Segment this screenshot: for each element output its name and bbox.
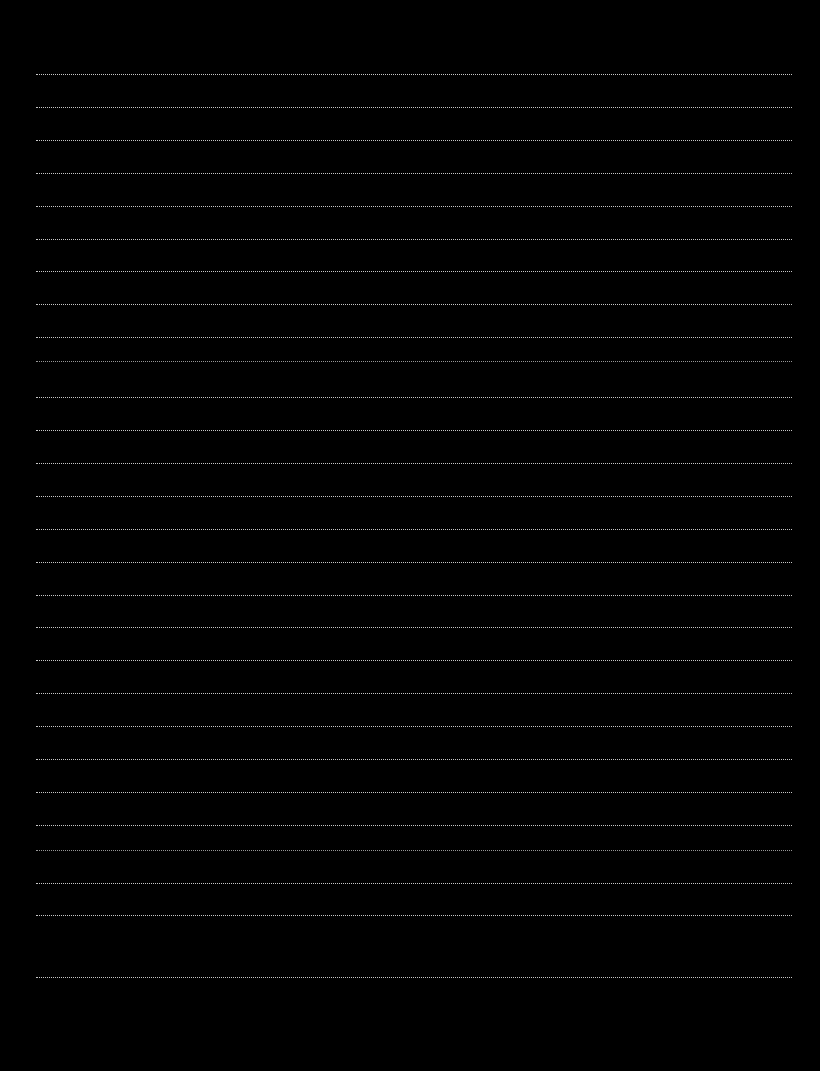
- rule-line: [36, 759, 792, 760]
- rule-line: [36, 206, 792, 207]
- rule-line: [36, 361, 792, 362]
- rule-line: [36, 337, 792, 338]
- ruled-lines-area[interactable]: [36, 60, 792, 990]
- rule-line: [36, 792, 792, 793]
- rule-line: [36, 915, 792, 916]
- rule-line: [36, 726, 792, 727]
- rule-line: [36, 304, 792, 305]
- rule-line: [36, 850, 792, 851]
- rule-line: [36, 825, 792, 826]
- rule-line: [36, 74, 792, 75]
- rule-line: [36, 140, 792, 141]
- rule-line: [36, 430, 792, 431]
- rule-line: [36, 529, 792, 530]
- rule-line: [36, 397, 792, 398]
- rule-line: [36, 107, 792, 108]
- rule-line: [36, 239, 792, 240]
- rule-line: [36, 693, 792, 694]
- rule-line: [36, 660, 792, 661]
- rule-line: [36, 562, 792, 563]
- footer-rule-line: [36, 977, 792, 978]
- rule-line: [36, 173, 792, 174]
- rule-line: [36, 496, 792, 497]
- rule-line: [36, 595, 792, 596]
- rule-line: [36, 627, 792, 628]
- rule-line: [36, 463, 792, 464]
- rule-line: [36, 883, 792, 884]
- rule-line: [36, 271, 792, 272]
